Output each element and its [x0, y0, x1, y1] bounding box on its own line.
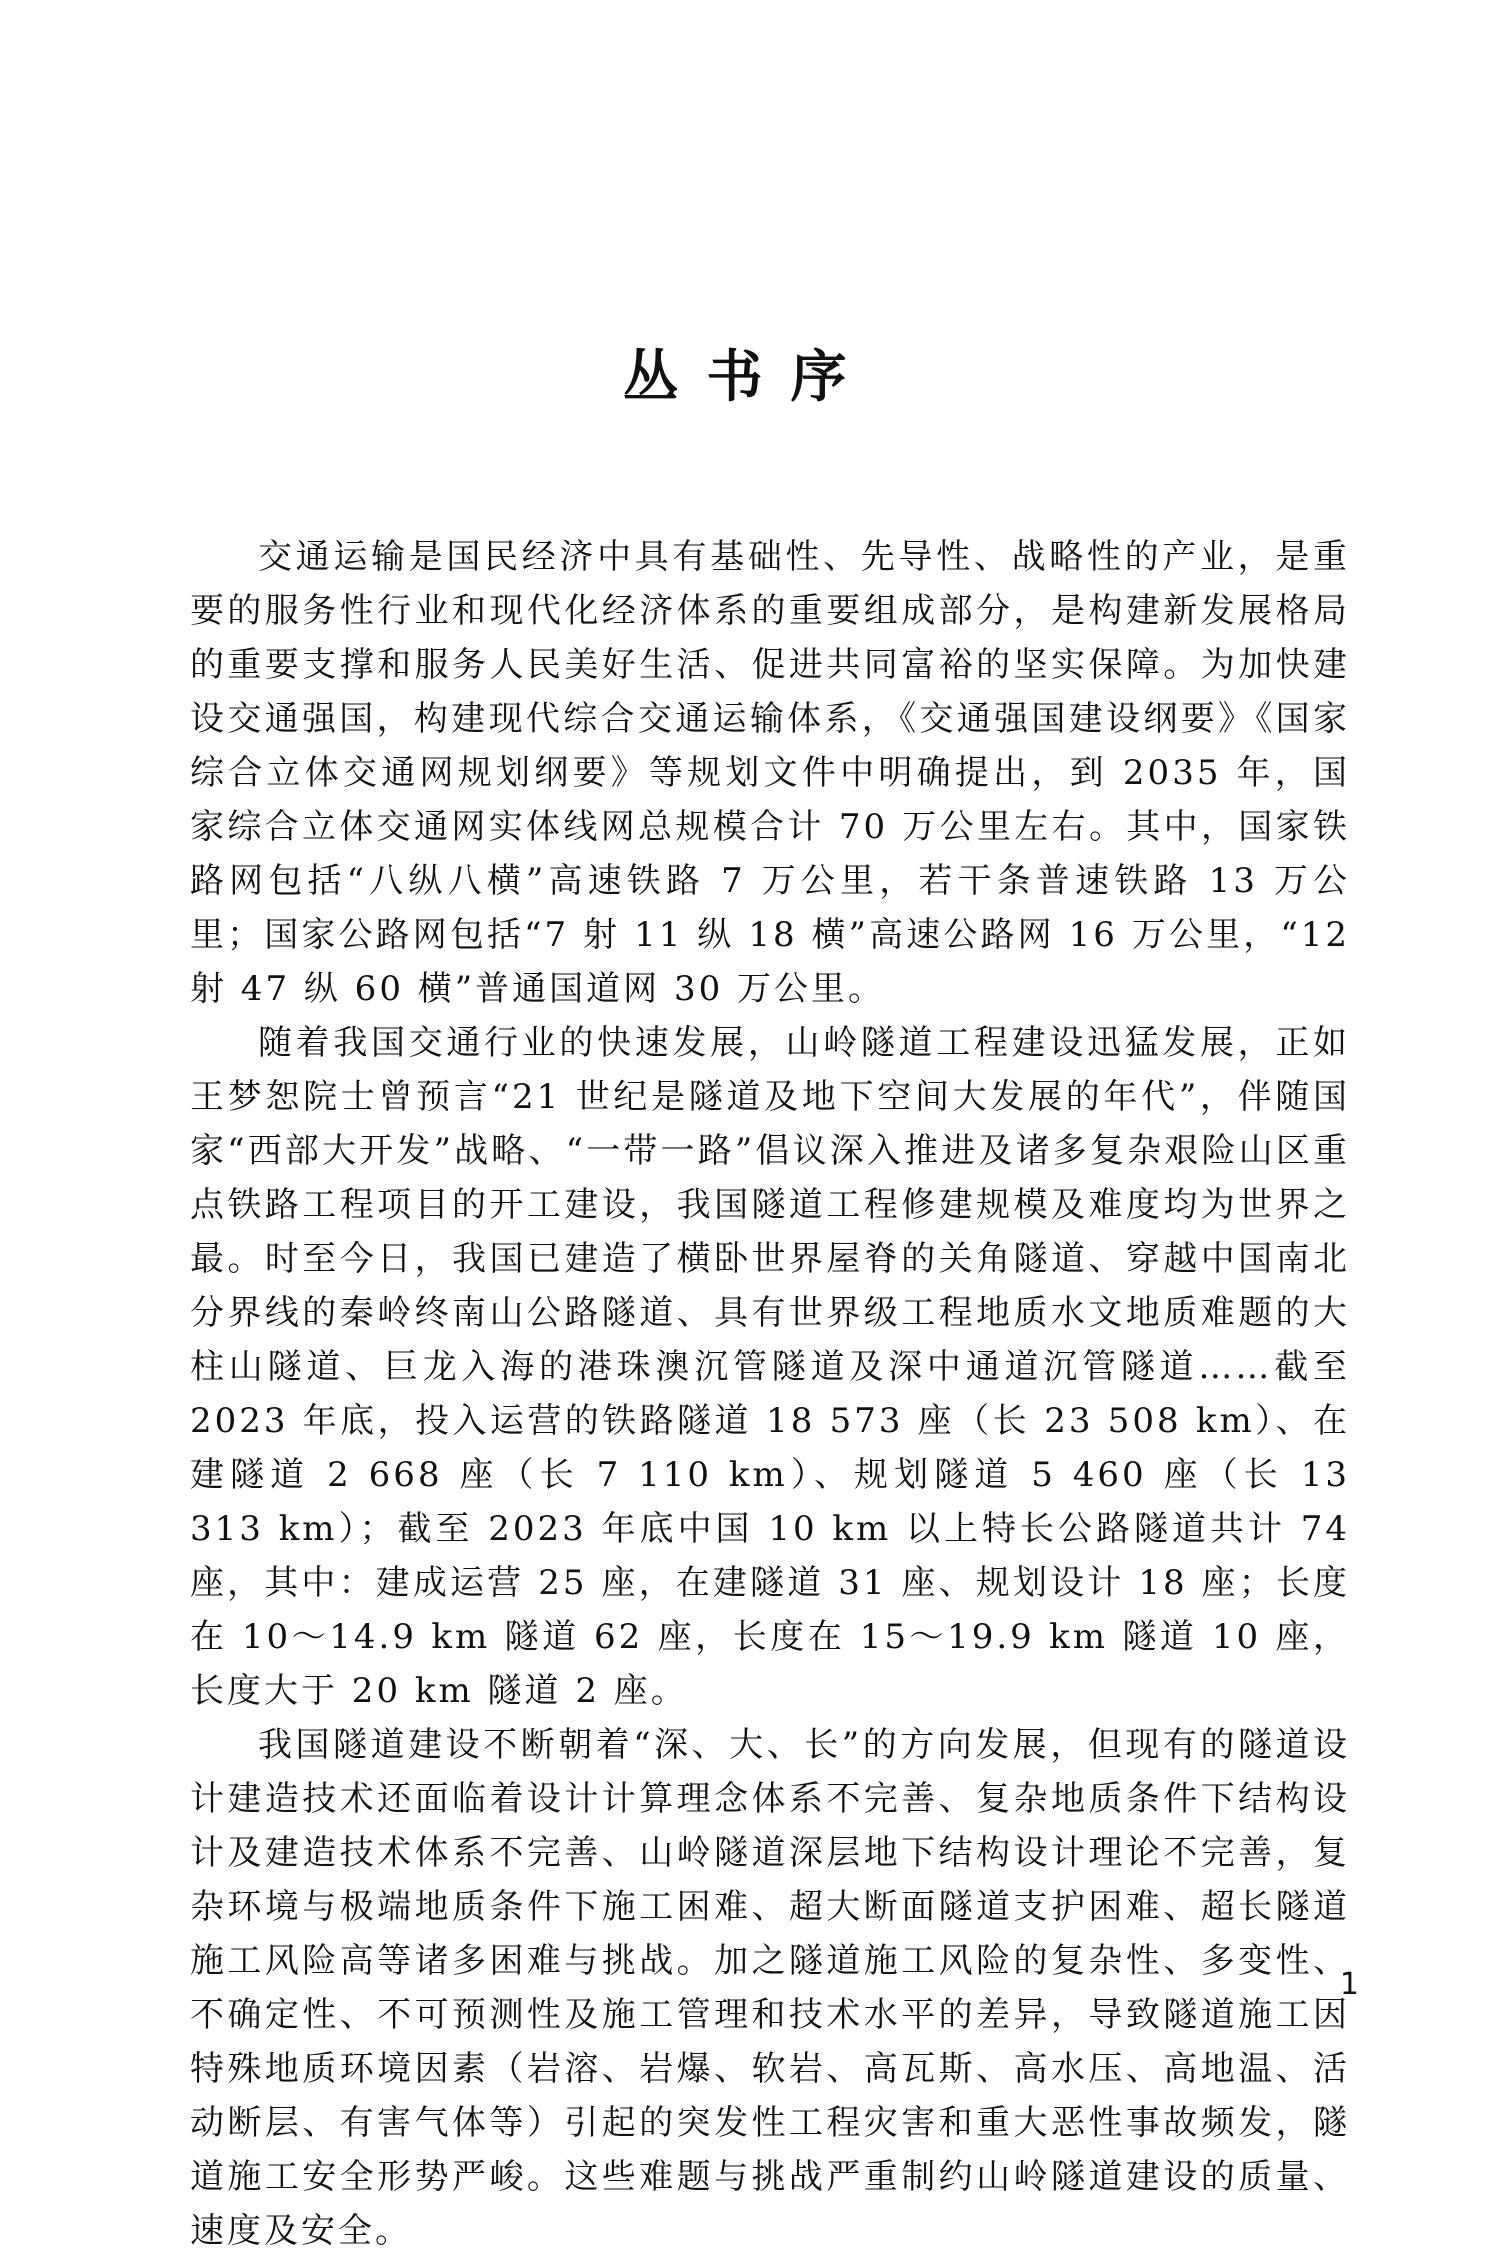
paragraph-3: 我国隧道建设不断朝着“深、大、长”的方向发展，但现有的隧道设计建造技术还面临着设计计算理念体系不完善、复杂地质条件下结构设计及建造技术体系不完善、山岭隧道深层地下结构设计理论不完善，复杂环境与极端地质条件下施工困难、超大断面隧道支护困难、超长隧道施工风险高等诸多困难与挑战。加之隧道施工风险的复杂性、多变性、不确定性、不可预测性及施工管理和技术水平的差异，导致隧道施工因特殊地质环境因素（岩溶、岩爆、软岩、高瓦斯、高水压、高地温、活动断层、有害气体等）引起的突发性工程灾害和重大恶性事故频发，隧道施工安全形势严峻。这些难题与挑战严重制约山岭隧道建设的质量、速度及安全。	[190, 1725, 1350, 2251]
page-title: 丛书序	[622, 345, 875, 410]
paragraph-2: 随着我国交通行业的快速发展，山岭隧道工程建设迅猛发展，正如王梦恕院士曾预言“21 世纪是隧道及地下空间大发展的年代”，伴随国家“西部大开发”战略、“一带一路”倡议深入推进及诸多复杂艰险山区重点铁路工程项目的开工建设，我国隧道工程修建规模及难度均为世界之最。时至今日，我国已建造了横卧世界屋脊的关角隧道、穿越中国南北分界线的秦岭终南山公路隧道、具有世界级工程地质水文地质难题的大柱山隧道、巨龙入海的港珠澳沉管隧道及深中通道沉管隧道……截至 2023 年底，投入运营的铁路隧道 18 573 座（长 23 508 km）、在建隧道 2 668 座（长 7 110 km）、规划隧道 5 460 座（长 13 313 km）；截至 2023 年底中国 10 km 以上特长公路隧道共计 74 座，其中：建成运营 25 座，在建隧道 31 座、规划设计 18 座；长度在 10～14.9 km 隧道 62 座，长度在 15～19.9 km 隧道 10 座，长度大于 20 km 隧道 2 座。	[190, 1023, 1350, 1711]
paragraph-1: 交通运输是国民经济中具有基础性、先导性、战略性的产业，是重要的服务性行业和现代化经济体系的重要组成部分，是构建新发展格局的重要支撑和服务人民美好生活、促进共同富裕的坚实保障。为加快建设交通强国，构建现代综合交通运输体系，《交通强国建设纲要》《国家综合立体交通网规划纲要》等规划文件中明确提出，到 2035 年，国家综合立体交通网实体线网总规模合计 70 万公里左右。其中，国家铁路网包括“八纵八横”高速铁路 7 万公里，若干条普速铁路 13 万公里；国家公路网包括“7 射 11 纵 18 横”高速公路网 16 万公里，“12 射 47 纵 60 横”普通国道网 30 万公里。	[190, 537, 1350, 1009]
page-number: 1	[1339, 1967, 1359, 2002]
preface-body	[190, 530, 1350, 2258]
